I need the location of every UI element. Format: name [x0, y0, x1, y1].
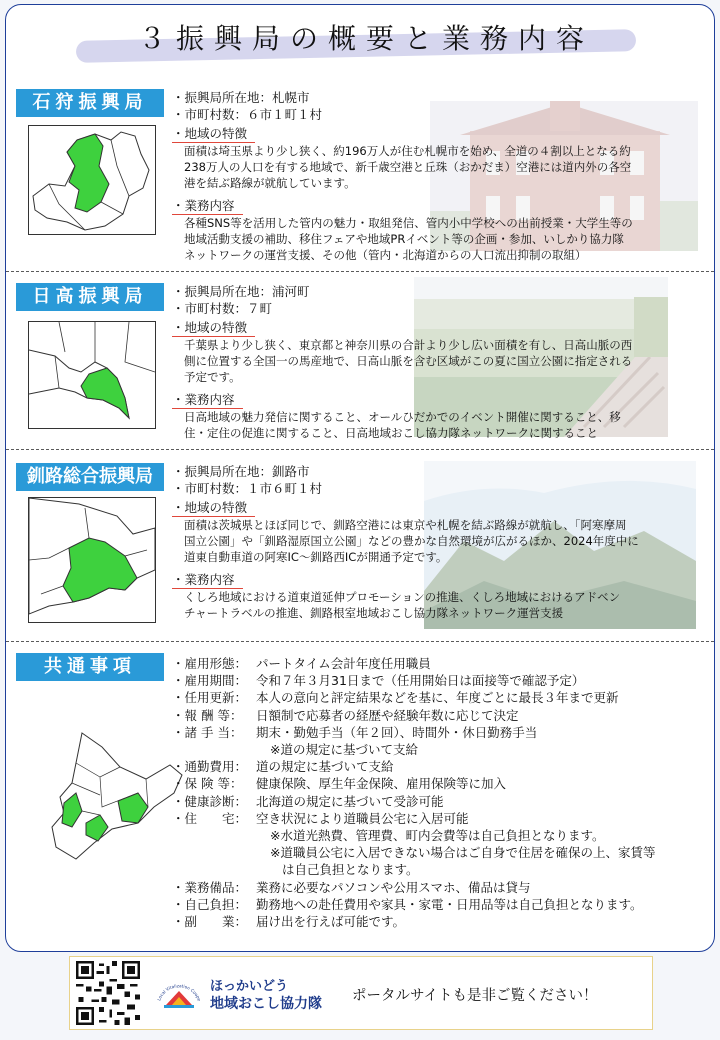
kushiro-work-line: くしろ地域における道東道延伸プロモーションの推進、くしろ地域におけるアドベン [184, 590, 621, 604]
common-row-key: ・諸 手 当： [172, 724, 243, 740]
common-row-key: ・雇用期間： [172, 673, 248, 689]
section-divider [6, 641, 714, 642]
common-row-key: ・業務備品： [172, 879, 248, 895]
ishikari-work-line: 地域活動支援の補助、移住フェアや地域PRイベント等の企画・参加、いしかり協力隊 [184, 232, 624, 246]
common-label: 共通事項 [16, 653, 164, 681]
common-row-value: 道の規定に基づいて支給 [256, 759, 394, 775]
common-row-value: 本人の意向と評定結果などを基に、年度ごとに最長３年まで更新 [256, 690, 619, 706]
hidaka-info [172, 283, 704, 441]
hidaka-work [172, 409, 704, 441]
hidaka-municipalities: ・市町村数：７町 [172, 301, 273, 316]
kushiro-municipalities: ・市町村数：１市６町１村 [172, 481, 323, 496]
common-row-key: ・通勤費用： [172, 759, 248, 775]
common-row-note: ※水道光熱費、管理費、町内会費等は自己負担となります。 [270, 828, 605, 844]
page-title: ３振興局の概要と業務内容 [137, 22, 594, 55]
section-divider [6, 271, 714, 272]
kushiro-work-line: チャートラベルの推進、釧路根室地域おこし協力隊ネットワーク運営支援 [184, 606, 564, 620]
kushiro-features-line: 面積は茨城県とほぼ同じで、釧路空港には東京や札幌を結ぶ路線が就航し、「阿寒摩周 [184, 518, 627, 532]
common-row-value: パートタイム会計年度任用職員 [256, 656, 431, 671]
hokkaido-map [42, 727, 190, 867]
hidaka-work-heading: ・業務内容 [172, 391, 243, 409]
common-row-note: ※道の規定に基づいて支給 [270, 742, 418, 758]
common-row-key: ・住 宅： [172, 810, 248, 826]
common-row [172, 793, 704, 810]
logo-arc-text: Local Vitalization Coope [156, 983, 202, 1002]
common-row-key: ・健康診断： [172, 793, 248, 809]
common-row-key: ・雇用形態： [172, 656, 248, 671]
common-row-value: 空き状況により道職員公宅に入居可能 [256, 810, 469, 826]
hidaka-features-line: 側に位置する全国一の馬産地で、日高山脈を含む区域がこの夏に国立公園に指定される [184, 354, 633, 368]
common-row-key: ・報 酬 等： [172, 707, 243, 723]
portal-banner[interactable] [69, 956, 653, 1030]
common-row [172, 758, 704, 775]
office-label-kushiro: 釧路総合振興局 [16, 463, 164, 491]
ishikari-work [172, 215, 704, 263]
kushiro-work [172, 589, 704, 621]
kushiro-features-line: 国立公園」や「釧路湿原国立公園」などの豊かな自然環境が広がるほか、2024年度中に [184, 534, 639, 548]
hidaka-features-heading: ・地域の特徴 [172, 319, 255, 337]
kushiro-features-line: 道東自動車道の阿寒IC～釧路西ICが開通予定です。 [184, 550, 448, 564]
ishikari-features-line: 港を結ぶ路線が就航しています。 [184, 176, 356, 190]
kushiro-location: ・振興局所在地：釧路市 [172, 464, 310, 479]
ishikari-location: ・振興局所在地：札幌市 [172, 90, 310, 105]
common-row-note: は自己負担となります。 [282, 862, 419, 878]
hidaka-features-line: 予定です。 [184, 370, 241, 384]
hidaka-location: ・振興局所在地：浦河町 [172, 284, 310, 299]
common-row-value: 健康保険、厚生年金保険、雇用保険等に加入 [256, 776, 507, 792]
kushiro-work-heading: ・業務内容 [172, 571, 243, 589]
common-row [172, 775, 704, 792]
hidaka-work-line: 日高地域の魅力発信に関すること、オールひだかでのイベント開催に関すること、移 [184, 410, 621, 424]
logo-line1: ほっかいどう [210, 979, 289, 994]
common-row-value: 業務に必要なパソコンや公用スマホ、備品は貸与 [256, 879, 531, 895]
common-row [172, 879, 704, 896]
ishikari-municipalities: ・市町村数：６市１町１村 [172, 107, 323, 122]
common-row [172, 724, 704, 741]
kushiro-features [172, 517, 704, 565]
ishikari-features-line: 238万人の人口を有する地域で、新千歳空港と丘珠（おかだま）空港には道内外の各空 [184, 160, 632, 174]
ishikari-features [172, 143, 704, 191]
portal-message[interactable]: ポータルサイトも是非ご覧ください！ [352, 988, 598, 1004]
ishikari-features-heading: ・地域の特徴 [172, 125, 255, 143]
ishikari-work-line: 各種SNS等を活用した管内の魅力・取組発信、管内小中学校への出前授業・大学生等の [184, 216, 633, 230]
common-row-key: ・任用更新： [172, 690, 248, 706]
common-row [172, 655, 704, 672]
common-row-note: ※道職員公宅に入居できない場合はご自身で住居を確保の上、家賃等 [270, 845, 656, 861]
common-row-value: 令和７年３月31日まで（任用開始日は面接等で確認予定） [256, 673, 585, 689]
common-row-value: 北海道の規定に基づいて受診可能 [256, 793, 444, 809]
kushiro-map [28, 497, 156, 623]
section-divider [6, 449, 714, 450]
cooperators-logo-icon [156, 971, 202, 1015]
common-row [172, 689, 704, 706]
ishikari-features-line: 面積は埼玉県より少し狭く、約196万人が住む札幌市を始め、全道の４割以上となる約 [184, 144, 631, 158]
office-label-hidaka: 日高振興局 [16, 283, 164, 311]
hidaka-map [28, 321, 156, 429]
common-row-key: ・保 険 等： [172, 776, 243, 792]
qr-code-icon[interactable] [76, 961, 140, 1025]
common-row-value: 日額制で応募者の経歴や経験年数に応じて決定 [256, 707, 519, 723]
common-row [172, 810, 704, 827]
common-row-value: 勤務地への赴任費用や家具・家電・日用品等は自己負担となります。 [256, 896, 643, 912]
flyer-card [5, 4, 715, 952]
common-row [172, 672, 704, 689]
common-row-value: 届け出を行えば可能です。 [256, 914, 406, 930]
office-label-ishikari: 石狩振興局 [16, 89, 164, 117]
logo-line2: 地域おこし協力隊 [210, 996, 322, 1012]
ishikari-work-line: ネットワークの運営支援、その他（管内・北海道からの人口流出抑制の取組） [184, 248, 587, 262]
common-row-key: ・副 業： [172, 914, 248, 930]
common-row-value: 期末・勤勉手当（年２回）、時間外・休日勤務手当 [256, 724, 538, 740]
ishikari-info [172, 89, 704, 263]
common-row [172, 913, 704, 930]
kushiro-info [172, 463, 704, 621]
common-row [172, 707, 704, 724]
hidaka-work-line: 住・定住の促進に関すること、日高地域おこし協力隊ネットワークに関すること [184, 426, 598, 440]
kushiro-features-heading: ・地域の特徴 [172, 499, 255, 517]
ishikari-work-heading: ・業務内容 [172, 197, 243, 215]
hidaka-features [172, 337, 704, 385]
hidaka-features-line: 千葉県より少し狭く、東京都と神奈川県の合計より少し広い面積を有し、日高山脈の西 [184, 338, 633, 352]
ishikari-map [28, 125, 156, 235]
common-row [172, 896, 704, 913]
common-row-key: ・自己負担： [172, 896, 248, 912]
common-info [172, 655, 704, 930]
